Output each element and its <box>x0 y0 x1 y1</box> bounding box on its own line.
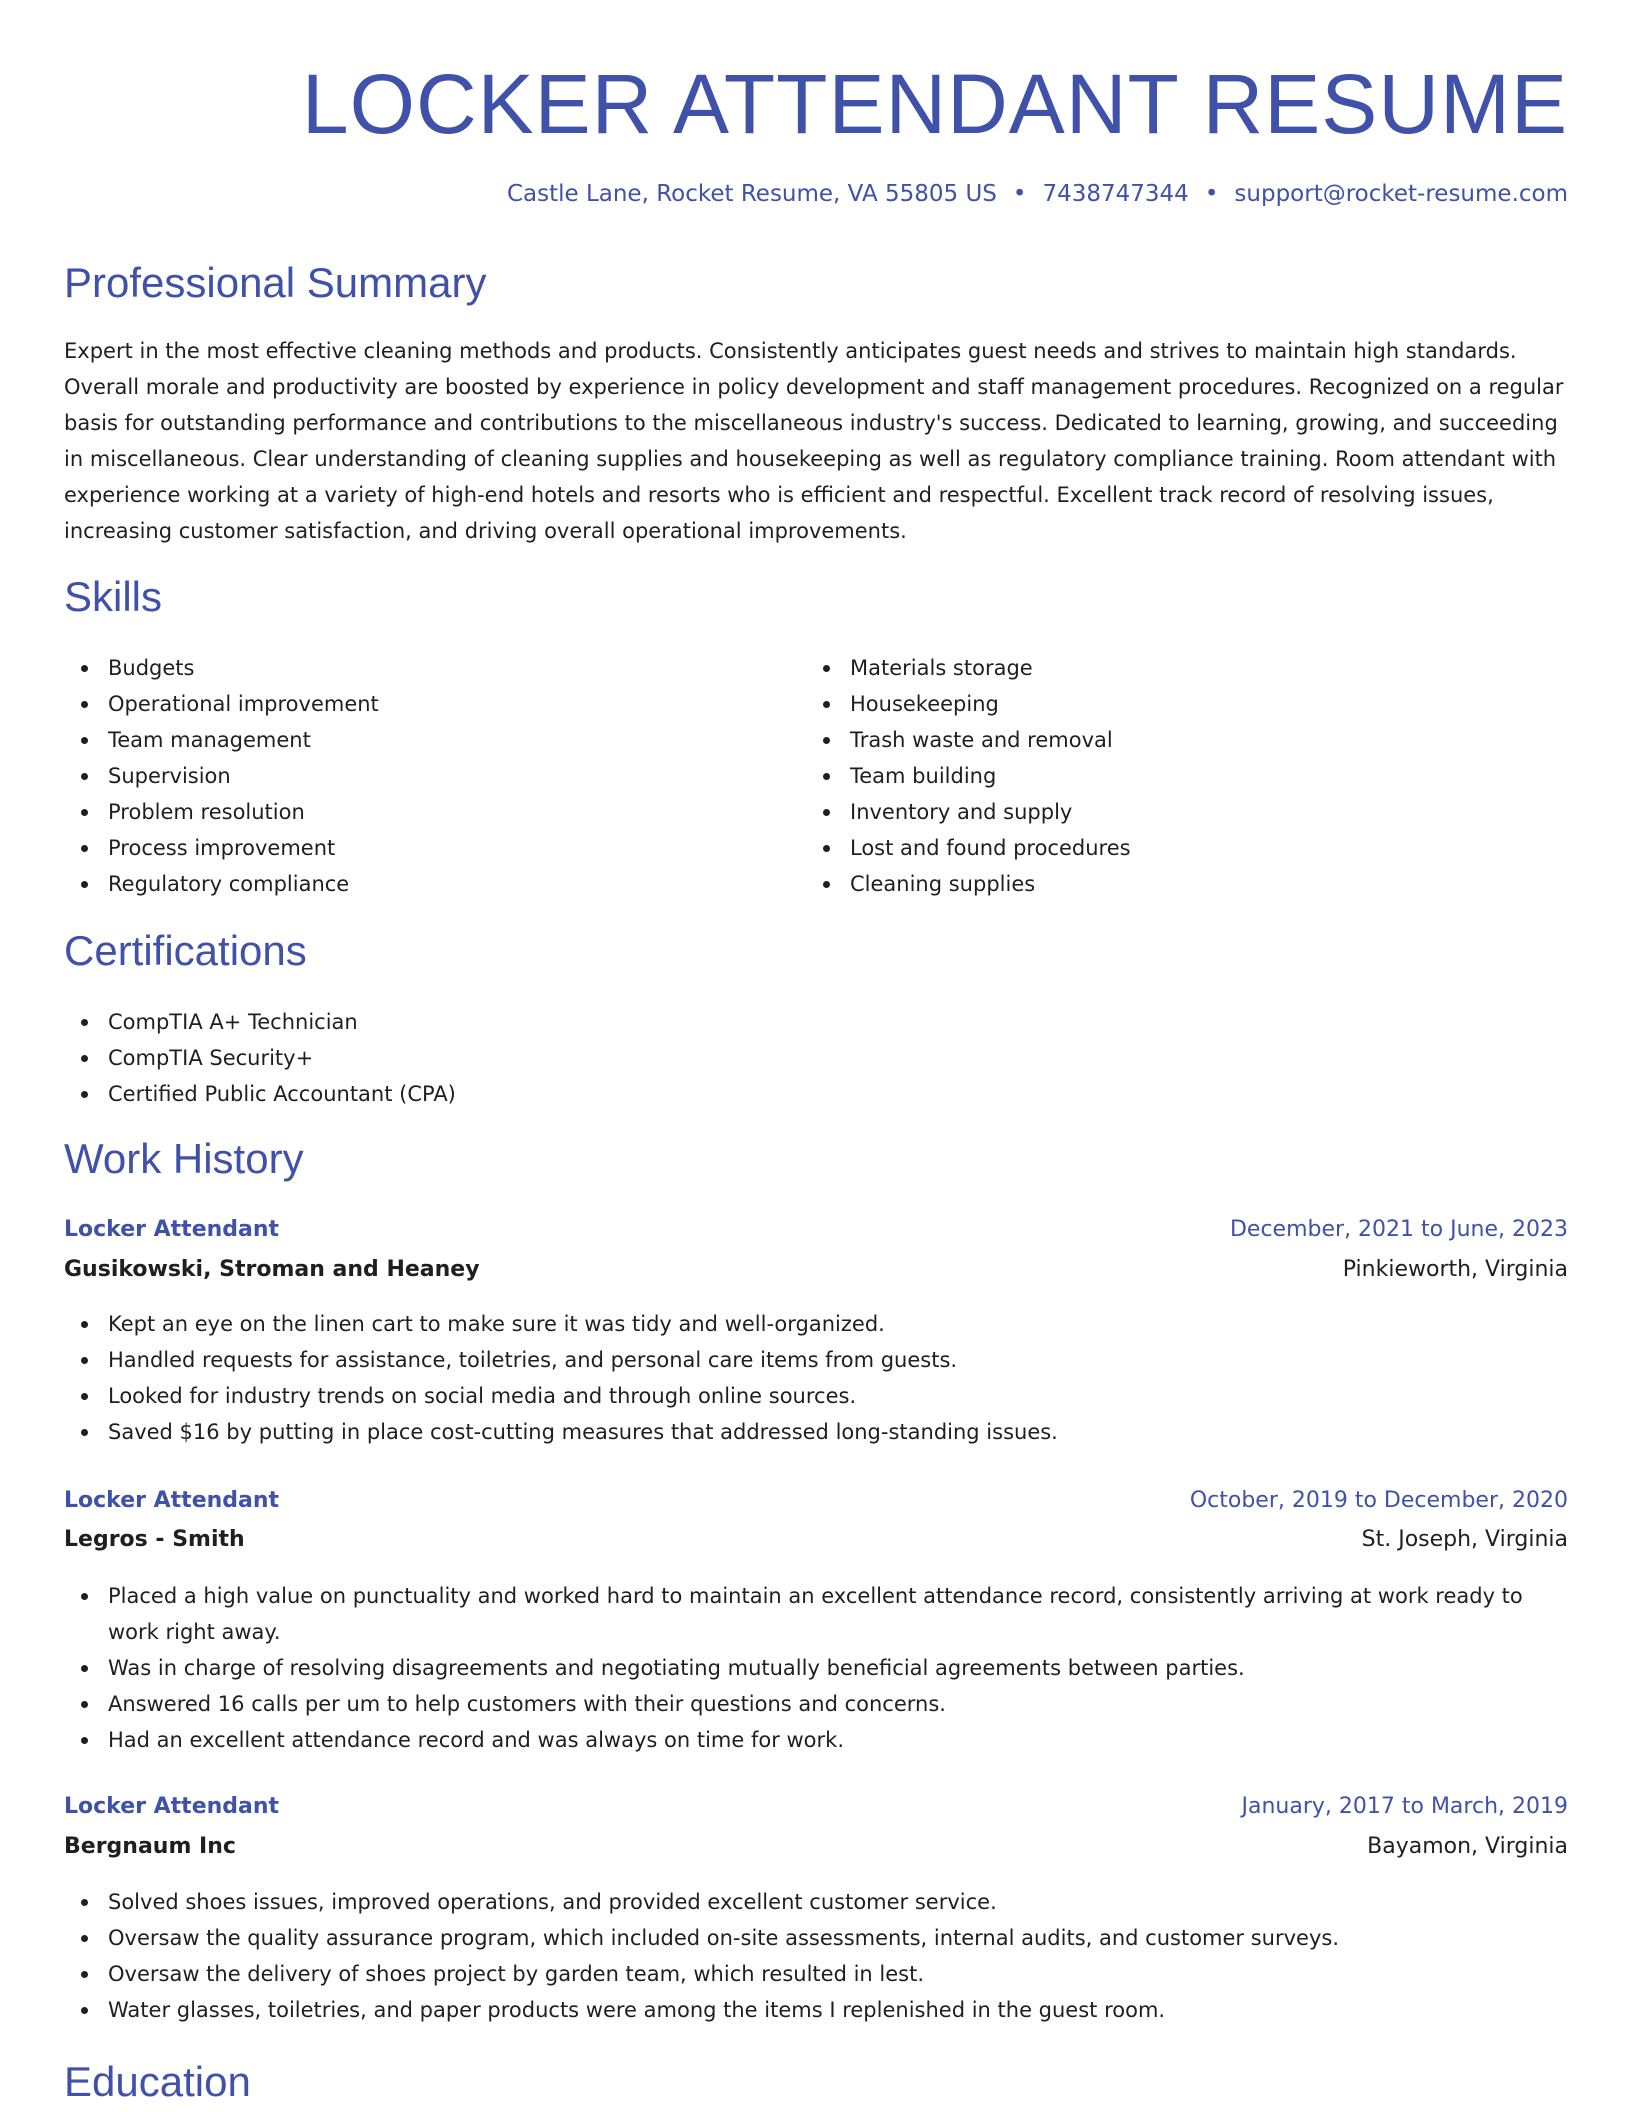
job-company: Bergnaum Inc <box>64 1834 236 1859</box>
job-title: Locker Attendant <box>64 1794 280 1819</box>
certifications-list <box>64 1004 1568 1112</box>
skill-item: Process improvement <box>64 830 784 866</box>
resume-page <box>64 0 1568 2112</box>
job-bullets <box>64 1306 1568 1450</box>
contact-email: support@rocket-resume.com <box>1234 181 1568 207</box>
skill-item: Cleaning supplies <box>806 866 1546 902</box>
job-dates: January, 2017 to March, 2019 <box>1241 1794 1568 1819</box>
job-bullet: Water glasses, toiletries, and paper products were among the items I replenished in the guest room. <box>64 1992 1568 2028</box>
skill-item: Problem resolution <box>64 794 784 830</box>
contact-separator: • <box>1204 181 1219 207</box>
skill-item: Trash waste and removal <box>806 722 1546 758</box>
job-location: St. Joseph, Virginia <box>1361 1527 1568 1552</box>
skill-item: Materials storage <box>806 650 1546 686</box>
skill-item: Operational improvement <box>64 686 784 722</box>
contact-line <box>507 181 1568 207</box>
summary-heading: Professional Summary <box>64 259 487 306</box>
job-company: Gusikowski, Stroman and Heaney <box>64 1257 480 1282</box>
skill-item: Budgets <box>64 650 784 686</box>
job-title: Locker Attendant <box>64 1488 280 1513</box>
job-bullet: Solved shoes issues, improved operations, and provided excellent customer service. <box>64 1884 1568 1920</box>
job-bullet: Answered 16 calls per um to help customers with their questions and concerns. <box>64 1686 1568 1722</box>
contact-separator: • <box>1012 181 1027 207</box>
certifications-heading: Certifications <box>64 927 307 974</box>
job-company: Legros - Smith <box>64 1527 245 1552</box>
contact-phone: 7438747344 <box>1042 181 1189 207</box>
skills-list-left <box>64 650 784 902</box>
job-location: Bayamon, Virginia <box>1367 1834 1568 1859</box>
job-bullet: Handled requests for assistance, toiletries, and personal care items from guests. <box>64 1342 1568 1378</box>
certification-item: CompTIA Security+ <box>64 1040 1568 1076</box>
certification-item: Certified Public Accountant (CPA) <box>64 1076 1568 1112</box>
job-bullet: Kept an eye on the linen cart to make sure it was tidy and well-organized. <box>64 1306 1568 1342</box>
resume-title: LOCKER ATTENDANT RESUME <box>301 57 1568 151</box>
summary-text: Expert in the most effective cleaning methods and products. Consistently anticipates guest needs and strives to maintain high standards. Overall morale and productivity are boosted by experience in policy development and staff management procedures. Recognized on a regular basis for outstanding performance and contributions to the miscellaneous industry's success. Dedicated to learning, growing, and succeeding in miscellaneous. Clear understanding of cleaning supplies and housekeeping as well as regulatory compliance training. Room attendant with experience working at a variety of high-end hotels and resorts who is efficient and respectful. Excellent track record of resolving issues, increasing customer satisfaction, and driving overall operational improvements. <box>64 339 1564 543</box>
skill-item: Team management <box>64 722 784 758</box>
job-bullet: Saved $16 by putting in place cost-cutting measures that addressed long-standing issues. <box>64 1414 1568 1450</box>
job-bullets <box>64 1578 1568 1758</box>
contact-address: Castle Lane, Rocket Resume, VA 55805 US <box>506 181 997 207</box>
skill-item: Regulatory compliance <box>64 866 784 902</box>
job-bullet: Looked for industry trends on social media and through online sources. <box>64 1378 1568 1414</box>
certification-item: CompTIA A+ Technician <box>64 1004 1568 1040</box>
skill-item: Inventory and supply <box>806 794 1546 830</box>
job-title: Locker Attendant <box>64 1217 280 1242</box>
job-bullet: Was in charge of resolving disagreements and negotiating mutually beneficial agreements between parties. <box>64 1650 1568 1686</box>
skill-item: Lost and found procedures <box>806 830 1546 866</box>
job-dates: December, 2021 to June, 2023 <box>1229 1217 1568 1242</box>
skills-heading: Skills <box>64 573 163 620</box>
job-bullet: Oversaw the quality assurance program, which included on-site assessments, internal audits, and customer surveys. <box>64 1920 1568 1956</box>
skill-item: Supervision <box>64 758 784 794</box>
job-bullet: Had an excellent attendance record and was always on time for work. <box>64 1722 1568 1758</box>
job-location: Pinkieworth, Virginia <box>1342 1257 1568 1282</box>
job-bullet: Placed a high value on punctuality and worked hard to maintain an excellent attendance record, consistently arriving at work ready to work right away. <box>64 1578 1568 1650</box>
job-bullet: Oversaw the delivery of shoes project by garden team, which resulted in lest. <box>64 1956 1568 1992</box>
skill-item: Housekeeping <box>806 686 1546 722</box>
education-heading: Education <box>64 2058 251 2105</box>
job-bullets <box>64 1884 1568 2028</box>
skill-item: Team building <box>806 758 1546 794</box>
skills-list-right <box>806 650 1546 902</box>
work-history-heading: Work History <box>64 1135 304 1182</box>
job-dates: October, 2019 to December, 2020 <box>1189 1488 1568 1513</box>
